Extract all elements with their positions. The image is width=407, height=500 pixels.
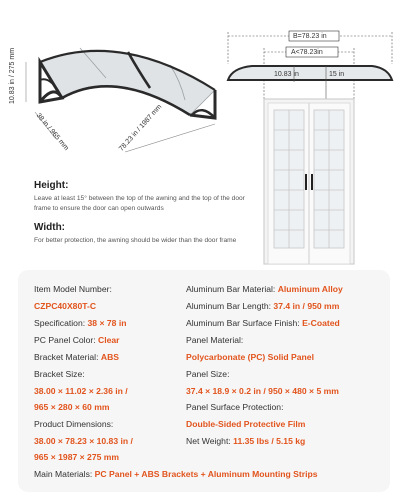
panel-size-value: 37.4 × 18.9 × 0.2 in / 950 × 480 × 5 mm: [186, 386, 339, 396]
item-model-label: Item Model Number:: [34, 284, 112, 294]
specification-label: Specification:: [34, 318, 86, 328]
height-heading: Height:: [34, 180, 69, 191]
panel-size-label: Panel Size:: [186, 369, 230, 379]
bracket-material-label: Bracket Material:: [34, 352, 99, 362]
bracket-size-value-1: 38.00 × 11.02 × 2.36 in /: [34, 386, 128, 396]
net-weight-row: [186, 436, 305, 447]
al-bar-finish-row: [186, 318, 340, 329]
main-materials-value: PC Panel + ABS Brackets + Aluminum Mounting Strips: [94, 469, 318, 479]
pc-color-row: [34, 335, 120, 346]
al-bar-finish-value: E-Coated: [302, 318, 340, 328]
product-dims-value-1: 38.00 × 78.23 × 10.83 in /: [34, 436, 133, 446]
a-width-label: A<78.23in: [291, 49, 323, 56]
product-dims-value-2: 965 × 1987 × 275 mm: [34, 452, 120, 462]
panel-protection-value: Double-Sided Protective Film: [186, 419, 306, 429]
bracket-size-label: Bracket Size:: [34, 369, 85, 379]
al-bar-material-row: [186, 284, 343, 295]
pc-color-label: PC Panel Color:: [34, 335, 96, 345]
net-weight-label: Net Weight:: [186, 436, 231, 446]
panel-protection-label: Panel Surface Protection:: [186, 402, 284, 412]
height-description: Leave at least 15° between the top of the awning and the top of the door frame to ensure the door can open outwards: [34, 195, 245, 212]
product-dims-label: Product Dimensions:: [34, 419, 114, 429]
specification-row: [34, 318, 126, 329]
bracket-material-value: ABS: [100, 352, 120, 362]
door-gap-label: 15 in: [329, 71, 345, 78]
pc-color-value: Clear: [98, 335, 120, 345]
bracket-size-value-2: 965 × 280 × 60 mm: [34, 402, 110, 412]
width-description: For better protection, the awning should be wider than the door frame: [34, 237, 237, 244]
al-bar-material-value: Aluminum Alloy: [277, 284, 343, 294]
depth-dimension-label: 38 in / 965 mm: [34, 112, 70, 152]
al-bar-length-label: Aluminum Bar Length:: [186, 301, 272, 311]
awning-illustration: [10, 20, 230, 180]
al-bar-material-label: Aluminum Bar Material:: [186, 284, 276, 294]
panel-material-label: Panel Material:: [186, 335, 244, 345]
side-height-label: 10.83 in: [274, 71, 299, 78]
door-awning-illustration: [222, 24, 397, 269]
width-dimension-label: 78.23 in / 1987 mm: [118, 103, 164, 153]
al-bar-length-value: 37.4 in / 950 mm: [273, 301, 340, 311]
width-heading: Width:: [34, 222, 66, 233]
al-bar-length-row: [186, 301, 339, 312]
main-materials-label: Main Materials:: [34, 469, 93, 479]
bracket-material-row: [34, 352, 119, 363]
panel-material-value: Polycarbonate (PC) Solid Panel: [186, 352, 314, 362]
specification-value: 38 × 78 in: [87, 318, 127, 328]
net-weight-value: 11.35 lbs / 5.15 kg: [233, 436, 306, 446]
item-model-value: CZPC40X80T-C: [34, 301, 97, 311]
height-dimension-label: 10.83 in / 275 mm: [9, 47, 16, 104]
b-width-label: B=78.23 in: [293, 33, 327, 40]
main-materials-row: [34, 469, 318, 480]
al-bar-finish-label: Aluminum Bar Surface Finish:: [186, 318, 300, 328]
